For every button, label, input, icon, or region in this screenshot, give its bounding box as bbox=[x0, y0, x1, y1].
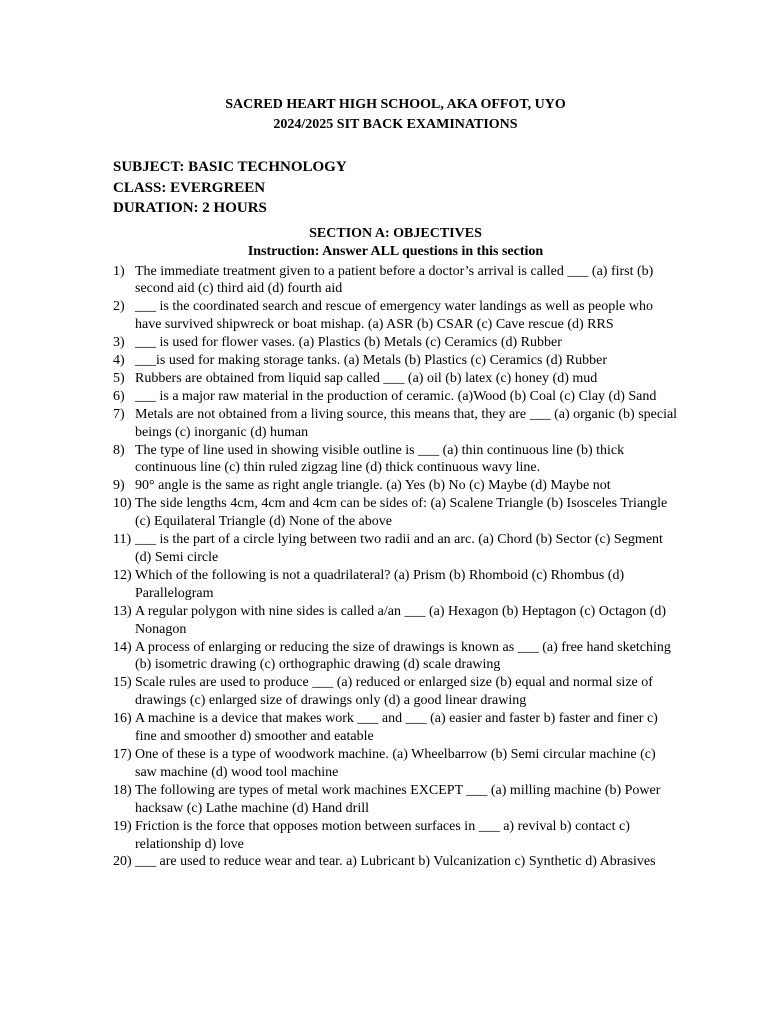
question-item bbox=[113, 406, 678, 442]
question-number: 8) bbox=[113, 442, 125, 458]
question-number: 2) bbox=[113, 299, 125, 315]
question-item bbox=[113, 298, 678, 334]
question-item bbox=[113, 603, 678, 639]
question-number: 1) bbox=[113, 263, 125, 279]
question-number: 3) bbox=[113, 335, 125, 351]
question-number: 14) bbox=[113, 639, 132, 655]
question-number: 13) bbox=[113, 603, 132, 619]
question-number: 16) bbox=[113, 711, 132, 727]
section-instruction: Instruction: Answer ALL questions in this section bbox=[247, 243, 544, 259]
question-number: 20) bbox=[113, 854, 132, 870]
question-text: ___ are used to reduce wear and tear. a) Lubricant b) Vulcanization c) Synthetic d) Abrasives bbox=[135, 854, 656, 870]
question-text: ___ is used for flower vases. (a) Plastics (b) Metals (c) Ceramics (d) Rubber bbox=[135, 335, 562, 351]
question-text: The side lengths 4cm, 4cm and 4cm can be sides of: (a) Scalene Triangle (b) Isosceles Triangle (c) Equilateral Triangle (d) None of the above bbox=[135, 496, 668, 530]
question-item bbox=[113, 567, 678, 603]
question-text: A process of enlarging or reducing the size of drawings is known as ___ (a) free hand sketching (b) isometric drawing (c) orthographic drawing (d) scale drawing bbox=[135, 639, 671, 673]
school-name: SACRED HEART HIGH SCHOOL, AKA OFFOT, UYO bbox=[225, 97, 566, 112]
question-text: ___ is a major raw material in the production of ceramic. (a)Wood (b) Coal (c) Clay (d) Sand bbox=[135, 388, 657, 404]
question-number: 10) bbox=[113, 496, 132, 512]
question-item bbox=[113, 782, 678, 818]
question-list bbox=[113, 263, 678, 872]
exam-title: 2024/2025 SIT BACK EXAMINATIONS bbox=[273, 117, 518, 132]
class-line: CLASS: EVERGREEN bbox=[113, 179, 266, 196]
question-text: A machine is a device that makes work ___ and ___ (a) easier and faster b) faster and finer c) fine and smoother d) smoother and eatable bbox=[135, 711, 658, 745]
question-text: Metals are not obtained from a living source, this means that, they are ___ (a) organic (b) special beings (c) inorganic (d) human bbox=[135, 406, 678, 440]
question-item bbox=[113, 495, 678, 531]
question-text: ___ is the part of a circle lying between two radii and an arc. (a) Chord (b) Sector (c) Segment (d) Semi circle bbox=[135, 532, 663, 565]
question-number: 17) bbox=[113, 746, 132, 762]
question-item bbox=[113, 388, 678, 406]
question-number: 6) bbox=[113, 388, 125, 404]
subject-line: SUBJECT: BASIC TECHNOLOGY bbox=[113, 159, 347, 175]
question-number: 9) bbox=[113, 478, 125, 494]
question-number: 15) bbox=[113, 675, 132, 691]
question-item bbox=[113, 263, 678, 299]
question-item bbox=[113, 853, 678, 871]
question-item bbox=[113, 531, 678, 567]
section-title: SECTION A: OBJECTIVES bbox=[309, 225, 482, 241]
question-number: 7) bbox=[113, 406, 125, 422]
question-item bbox=[113, 477, 678, 495]
question-item bbox=[113, 746, 678, 782]
question-text: Rubbers are obtained from liquid sap called ___ (a) oil (b) latex (c) honey (d) mud bbox=[135, 370, 598, 386]
question-text: Which of the following is not a quadrilateral? (a) Prism (b) Rhomboid (c) Rhombus (d) Parallelogram bbox=[135, 567, 625, 601]
question-item bbox=[113, 442, 678, 478]
question-number: 11) bbox=[113, 532, 132, 548]
question-item bbox=[113, 674, 678, 710]
question-text: A regular polygon with nine sides is called a/an ___ (a) Hexagon (b) Heptagon (c) Octagon (d) Nonagon bbox=[135, 603, 667, 637]
question-text: 90° angle is the same as right angle triangle. (a) Yes (b) No (c) Maybe (d) Maybe not bbox=[135, 478, 611, 494]
question-text: Friction is the force that opposes motion between surfaces in ___ a) revival b) contact c) relationship d) love bbox=[135, 818, 630, 852]
question-number: 19) bbox=[113, 818, 132, 834]
question-text: One of these is a type of woodwork machine. (a) Wheelbarrow (b) Semi circular machine (c) saw machine (d) wood tool machine bbox=[135, 746, 656, 780]
question-item bbox=[113, 710, 678, 746]
question-item bbox=[113, 370, 678, 388]
question-number: 4) bbox=[113, 353, 125, 369]
question-text: ___ is the coordinated search and rescue of emergency water landings as well as people who have survived shipwreck or boat mishap. (a) ASR (b) CSAR (c) Cave rescue (d) RRS bbox=[135, 299, 653, 333]
question-text: The following are types of metal work machines EXCEPT ___ (a) milling machine (b) Power hacksaw (c) Lathe machine (d) Hand drill bbox=[135, 782, 661, 816]
question-item bbox=[113, 818, 678, 854]
question-number: 5) bbox=[113, 370, 125, 386]
question-number: 18) bbox=[113, 782, 132, 798]
question-item bbox=[113, 352, 678, 370]
question-item bbox=[113, 639, 678, 675]
question-number: 12) bbox=[113, 567, 132, 583]
question-text: ___is used for making storage tanks. (a) Metals (b) Plastics (c) Ceramics (d) Rubber bbox=[135, 353, 607, 369]
question-text: The type of line used in showing visible outline is ___ (a) thin continuous line (b) thick continuous line (c) thin ruled zigzag line (d) thick continuous wavy line. bbox=[135, 442, 625, 476]
question-text: The immediate treatment given to a patient before a doctor’s arrival is called ___ (a) first (b) second aid (c) third aid (d) fourth aid bbox=[135, 263, 654, 297]
question-item bbox=[113, 334, 678, 352]
question-text: Scale rules are used to produce ___ (a) reduced or enlarged size (b) equal and normal size of drawings (c) enlarged size of drawings only (d) a good linear drawing bbox=[135, 675, 653, 709]
duration-line: DURATION: 2 HOURS bbox=[113, 200, 267, 216]
